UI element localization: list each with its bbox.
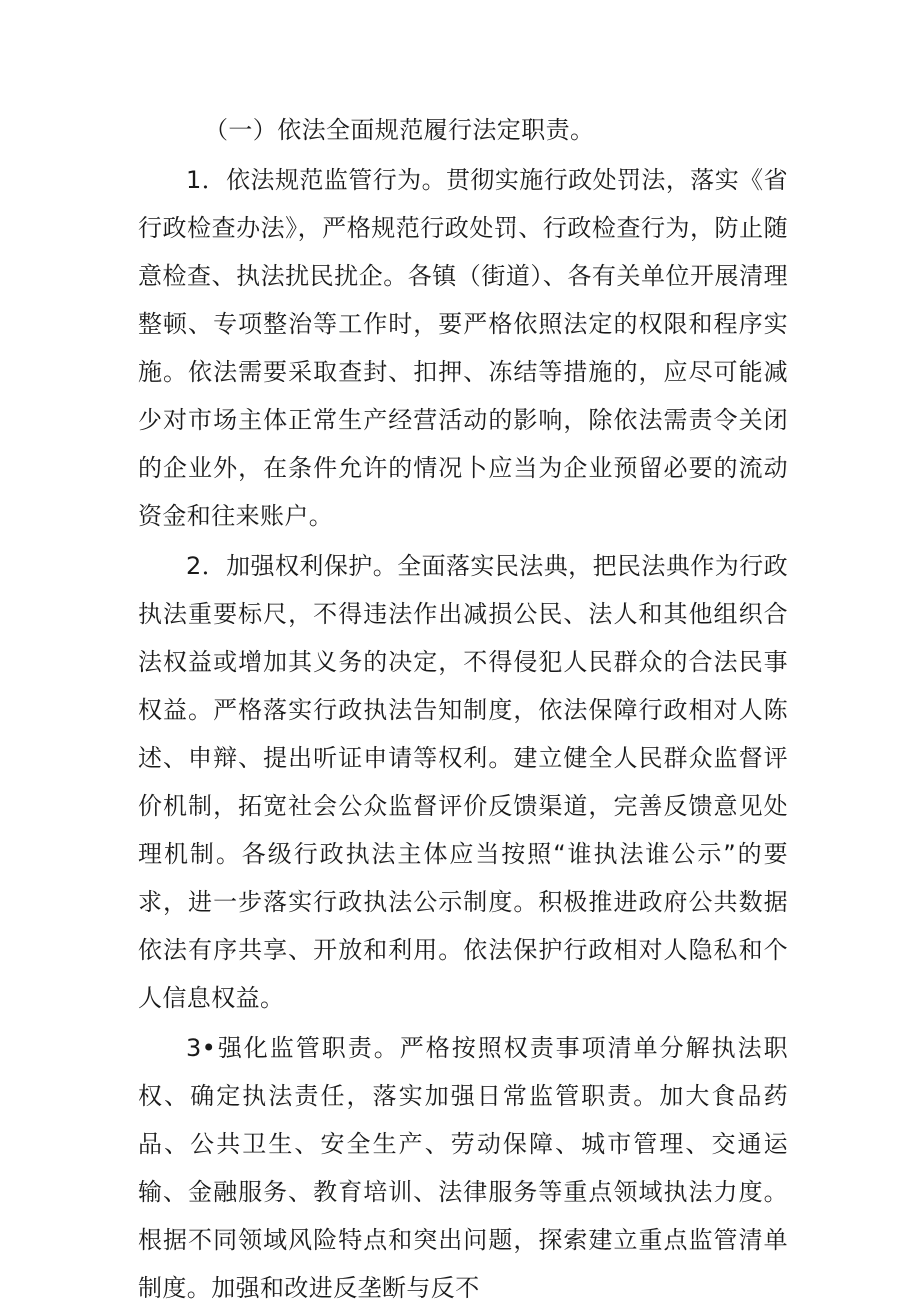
document-body (138, 104, 788, 1312)
paragraph-1: 1．依法规范监管行为。贯彻实施行政处罚法，落实《省行政检查办法》，严格规范行政处罚、行政检查行为，防止随意检查、执法扰民扰企。各镇（街道）、各有关单位开展清理整顿、专项整治等工作时，要严格依照法定的权限和程序实施。依法需要采取查封、扣押、冻结等措施的，应尽可能减少对市场主体正常生产经营活动的影响，除依法需责令关闭的企业外，在条件允许的情况卜应当为企业预留必要的流动资金和往来账户。 (138, 166, 788, 530)
paragraph-3: 3•强化监管职责。严格按照权责事项清单分解执法职权、确定执法责任，落实加强日常监管职责。加大食品药品、公共卫生、安全生产、劳动保障、城市管理、交通运输、金融服务、教育培训、法律服务等重点领域执法力度。根据不同领域风险特点和突出问题，探索建立重点监管清单制度。加强和改进反垄断与反不 (138, 1034, 788, 1302)
paragraph-2: 2．加强权利保护。全面落实民法典，把民法典作为行政执法重要标尺，不得违法作出减损公民、法人和其他组织合法权益或增加其义务的决定，不得侵犯人民群众的合法民事权益。严格落实行政执法告知制度，依法保障行政相对人陈述、申辩、提出听证申请等权利。建立健全人民群众监督评价机制，拓宽社会公众监督评价反馈渠道，完善反馈意见处理机制。各级行政执法主体应当按照“谁执法谁公示”的要求，进一步落实行政执法公示制度。积极推进政府公共数据依法有序共享、开放和利用。依法保护行政相对人隐私和个人信息权益。 (138, 552, 788, 1012)
section-heading: （一）依法全面规范履行法定职责。 (204, 116, 595, 144)
